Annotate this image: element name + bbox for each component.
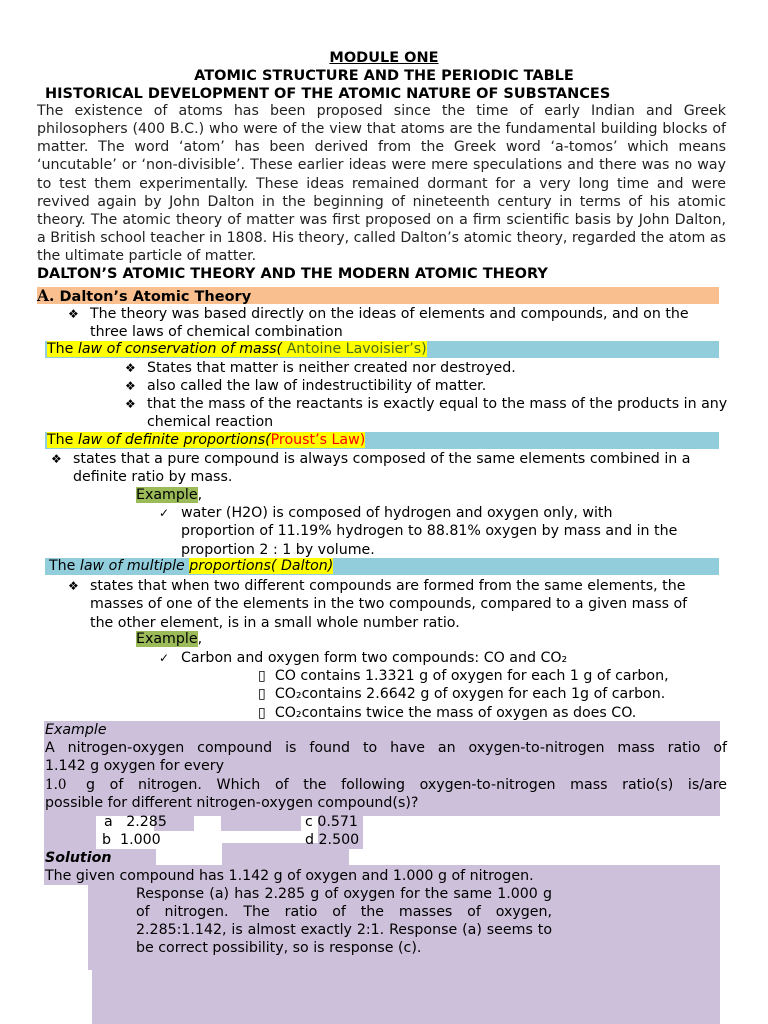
diamond-bullet-icon: ❖ [51, 452, 62, 466]
law1-heading: The law of conservation of mass( Antoine Lavoisier’s) [47, 341, 427, 357]
subheading-dalton [37, 286, 251, 307]
law3-sub-item-1: ▯ CO contains 1.3321 g of oxygen for each 1 g of carbon, [258, 668, 669, 684]
option-c: c 0.571 [305, 814, 358, 830]
law2-example-text: ✓ water (H2O) is composed of hydrogen and oxygen only, with proportion of 11.19% hydrogen to 88.81% oxygen by mass and in the proportion 2 : 1 by volume. [159, 505, 678, 558]
option-b: b 1.000 [102, 832, 161, 848]
law2-heading: The law of definite proportions(Proust’s Law) [47, 432, 366, 448]
law1-bullet-2: ❖ also called the law of indestructibility of matter. [125, 378, 487, 394]
law3-sub-item-2: ▯ CO₂contains 2.6642 g of oxygen for each 1g of carbon. [258, 686, 666, 702]
example-question-line2a: g of nitrogen. Which of the following oxygen-to-nitrogen mass ratio(s) is/are [86, 777, 727, 793]
diamond-bullet-icon: ❖ [125, 379, 136, 393]
box-icon: ▯ [258, 686, 266, 702]
box-icon: ▯ [258, 705, 266, 721]
box-icon: ▯ [258, 668, 266, 684]
example-box-mid-strip [221, 813, 301, 831]
diamond-bullet-icon: ❖ [125, 397, 136, 411]
law3-sub-item-3: ▯ CO₂contains twice the mass of oxygen as does CO. [258, 705, 637, 721]
basis-bullet-text: The theory was based directly on the ideas of elements and compounds, and on the three laws of chemical combination [90, 306, 689, 341]
basis-bullet [68, 305, 710, 342]
law2-example-label: Example, [136, 487, 203, 503]
section-heading: DALTON’S ATOMIC THEORY AND THE MODERN ATOMIC THEORY [37, 266, 548, 282]
law2-name: law of definite proportions( [77, 432, 271, 448]
law3-bullet: ❖ states that when two different compounds are formed from the same elements, the masses of one of the elements in the two compounds, compared to a given mass of the other element, is in a small whole number ratio. [68, 578, 688, 631]
law3-heading: The law of multiple proportions( Dalton) [49, 558, 334, 574]
law3-example-intro: ✓ Carbon and oxygen form two compounds: CO and CO₂ [159, 650, 568, 666]
subheading-letter: A. [37, 286, 55, 305]
law3-example-label: Example, [136, 631, 203, 647]
subheading-text: Dalton’s Atomic Theory [59, 289, 252, 305]
diamond-bullet-icon: ❖ [125, 361, 136, 375]
option-a: a 2.285 [104, 814, 167, 830]
example-box-left-strip [44, 813, 96, 849]
law1-bullet-3: ❖ that the mass of the reactants is exactly equal to the mass of the products in any chemical reaction [125, 396, 728, 431]
diamond-bullet-icon: ❖ [68, 579, 79, 593]
check-icon: ✓ [159, 651, 170, 665]
law1-name: law of conservation of mass( [77, 341, 283, 357]
intro-paragraph: The existence of atoms has been proposed since the time of early Indian and Greek philosophers (400 B.C.) who were of the view that atoms are the fundamental building blocks of matter. The word ‘atom’ has been derived from the Greek word ‘a-tomos’ which means ‘uncutable’ or ‘non-divisible’. These earlier ideas were mere speculations and there was no way to test them experimentally. These ideas remained dormant for a very long time and were revived again by John Dalton in the beginning of nineteenth century in terms of his atomic theory. The atomic theory of matter was first proposed on a firm scientific basis by John Dalton, a British school teacher in 1808. His theory, called Dalton’s atomic theory, regarded the atom as the ultimate particle of matter. [37, 103, 726, 265]
solution-label: Solution [45, 850, 112, 866]
option-d: d 2.500 [305, 832, 360, 848]
example-box-bottom [92, 968, 720, 1024]
check-icon: ✓ [159, 506, 170, 520]
module-title: MODULE ONE [329, 50, 439, 66]
example-question-line1b: 1.142 g oxygen for every [45, 758, 225, 774]
law1-person: Antoine Lavoisier’s) [282, 341, 427, 357]
chapter-title: ATOMIC STRUCTURE AND THE PERIODIC TABLE [194, 68, 574, 84]
law1-bullet-1: ❖ States that matter is neither created nor destroyed. [125, 360, 516, 376]
diamond-bullet-icon: ❖ [68, 307, 79, 321]
solution-line1: The given compound has 1.142 g of oxygen and 1.000 g of nitrogen. [45, 868, 534, 884]
solution-paragraph: Response (a) has 2.285 g of oxygen for the same 1.000 g of nitrogen. The ratio of the masses of oxygen, 2.285:1.142, is almost exactly 2:1. Response (a) seems to be correct possibility, so is response (c). [136, 886, 552, 956]
law2-person: Proust’s Law) [270, 432, 366, 448]
example-question-num: 1.0 [45, 777, 67, 793]
section-subtitle: HISTORICAL DEVELOPMENT OF THE ATOMIC NATURE OF SUBSTANCES [45, 86, 611, 102]
law2-bullet: ❖ states that a pure compound is always composed of the same elements combined in a definite ratio by mass. [51, 451, 691, 486]
example-label: Example [45, 722, 107, 738]
example-question-line1a: A nitrogen-oxygen compound is found to have an oxygen-to-nitrogen mass ratio of [45, 740, 727, 756]
example-question-line2b: possible for different nitrogen-oxygen compound(s)? [45, 795, 419, 811]
